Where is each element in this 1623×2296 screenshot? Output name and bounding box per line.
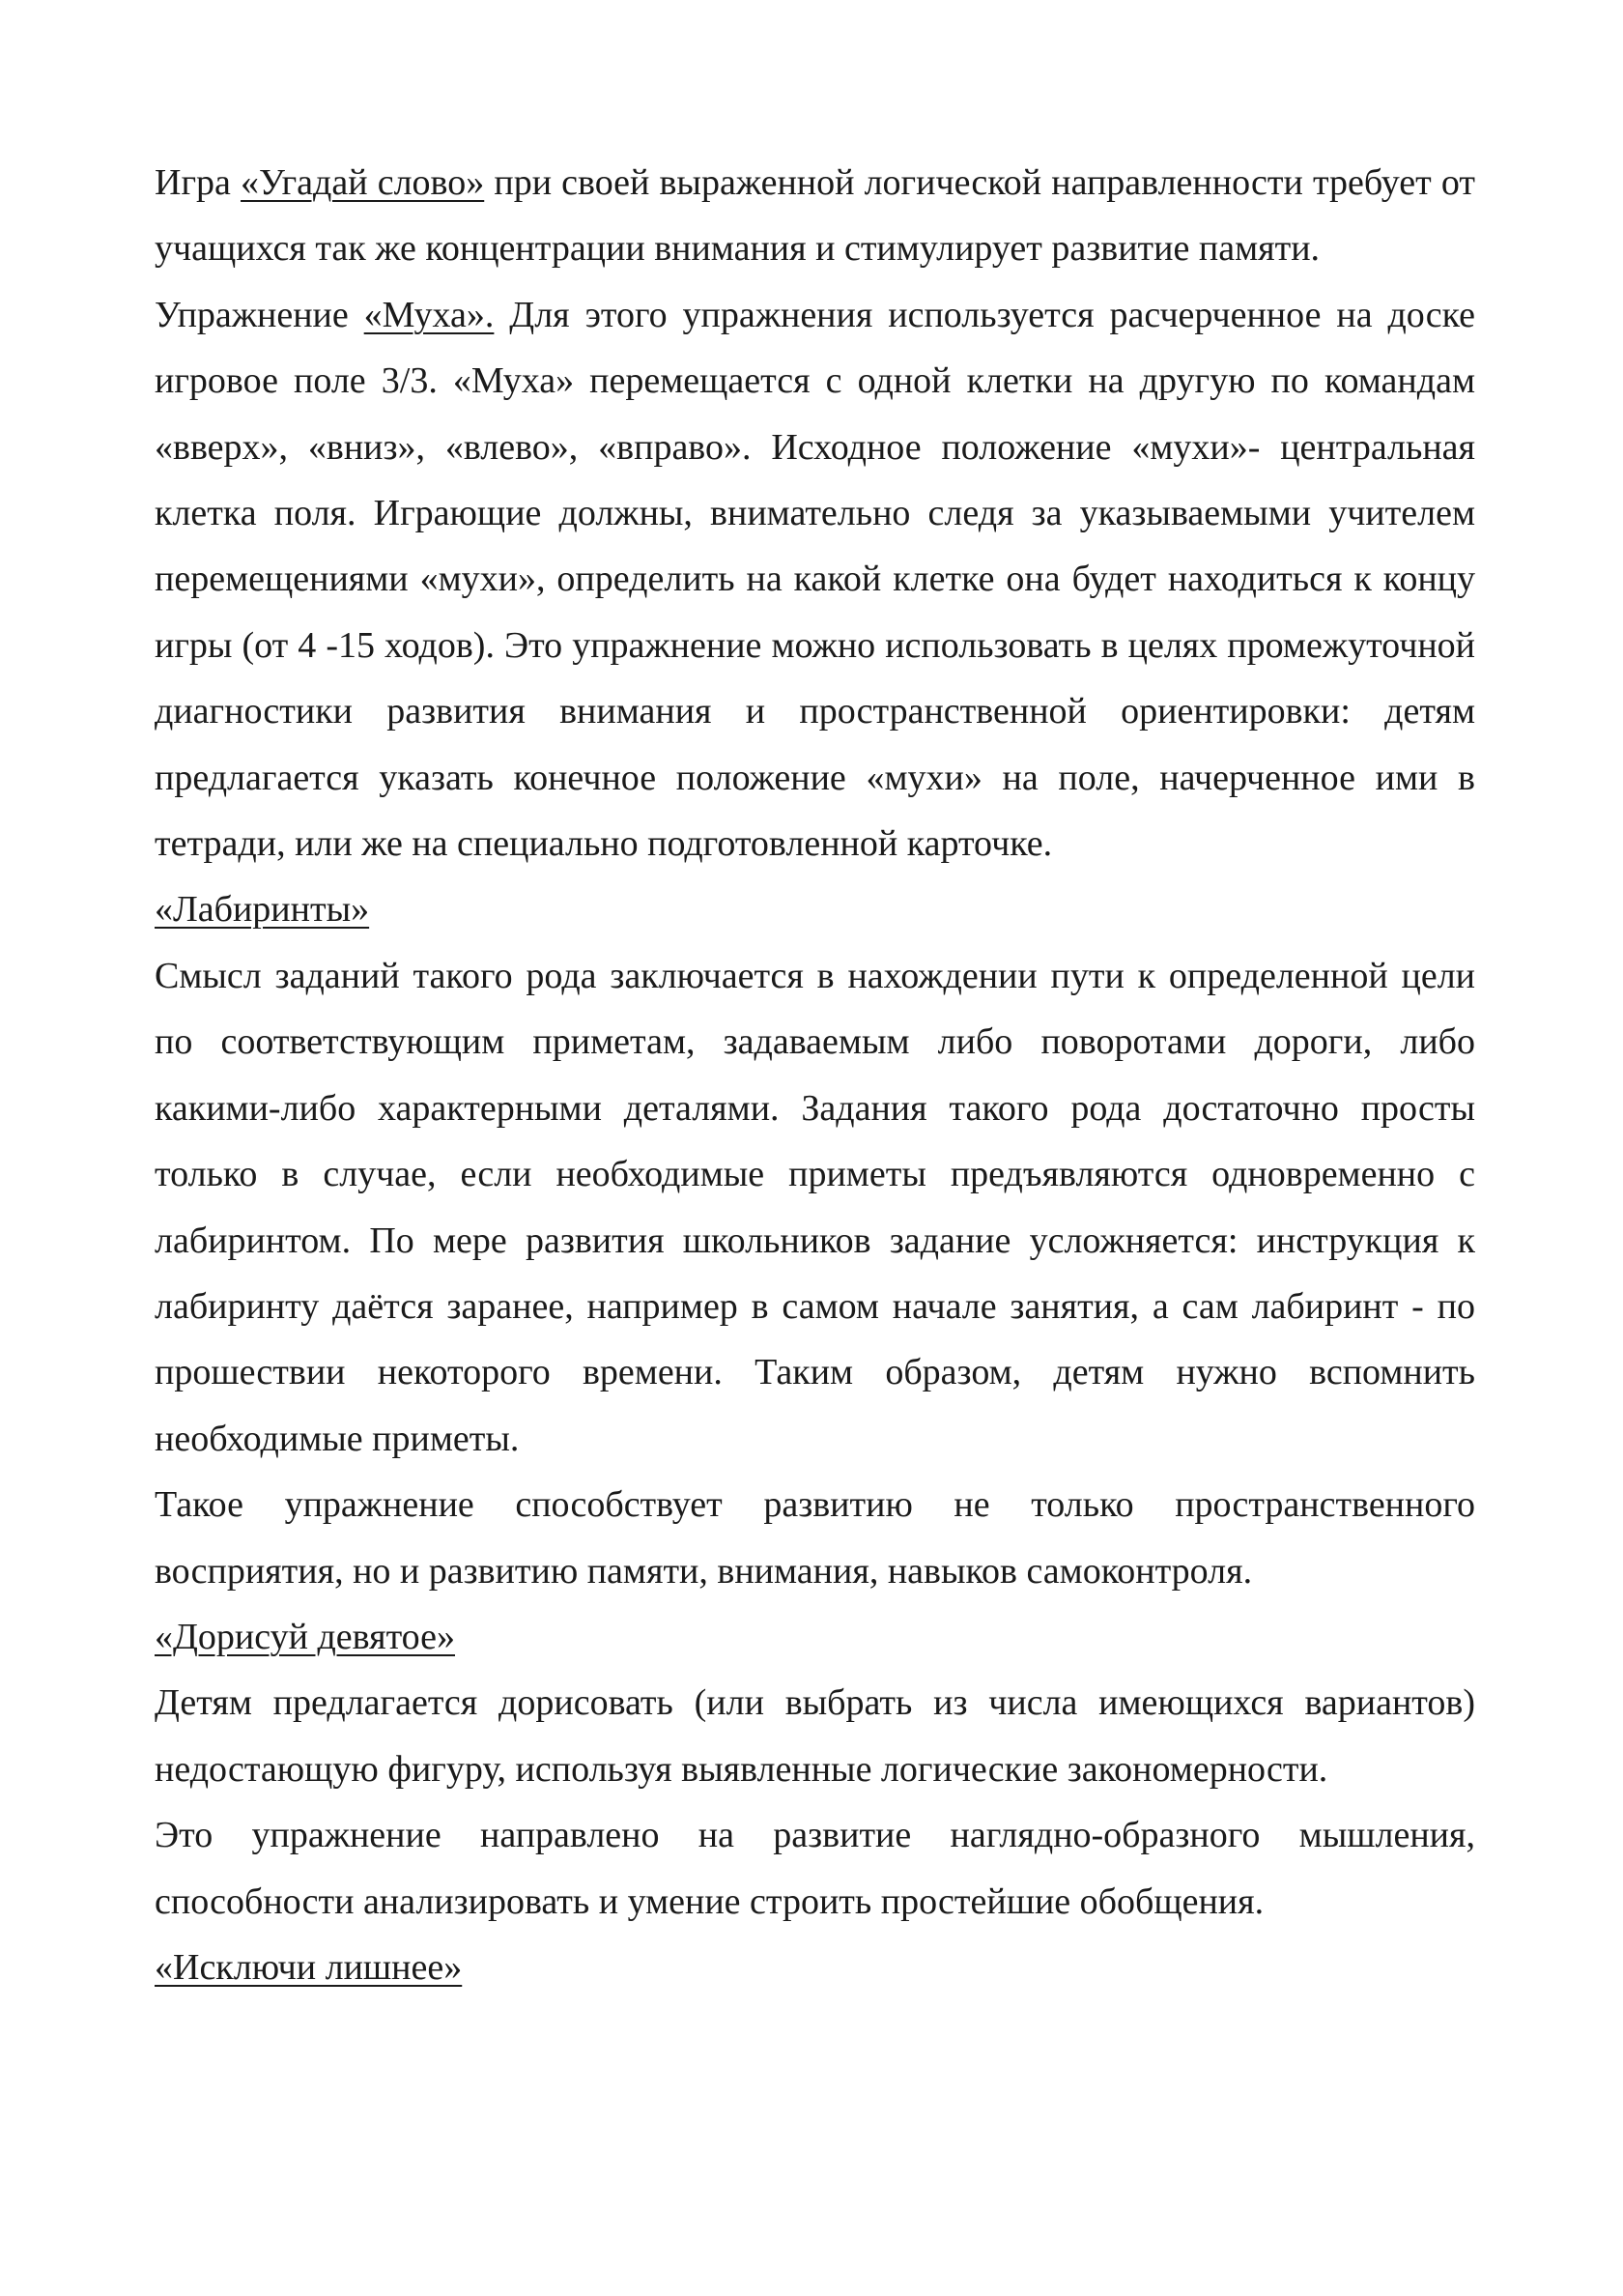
paragraph-text: при своей выраженной логической направленности требует от учащихся так же концентрации внимания и стимулирует развитие памяти.	[155, 162, 1475, 270]
paragraph-lead: Упражнение	[155, 294, 364, 335]
exercise-title-fly: «Муха».	[363, 294, 495, 335]
heading-draw-ninth: «Дорисуй девятое»	[155, 1616, 456, 1657]
paragraph-lead: Игра	[155, 162, 242, 203]
paragraph-guess-word	[155, 150, 1475, 282]
paragraph-fly	[155, 282, 1475, 877]
heading-exclude-extra: «Исключи лишнее»	[155, 1946, 463, 1988]
paragraph-text: Для этого упражнения используется расчерченное на доске игровое поле 3/3. «Муха» перемещается с одной клетки на другую по командам «вверх», «вниз», «влево», «вправо». Исходное положение «мухи»- центральная клетка поля. Играющие должны, внимательно следя за указываемыми учителем перемещениями «мухи», определить на какой клетке она будет находиться к концу игры (от 4 -15 ходов). Это упражнение можно использовать в целях промежуточной диагностики развития внимания и пространственной ориентировки: детям предлагается указать конечное положение «мухи» на поле, начерченное ими в тетради, или же на специально подготовленной карточке.	[155, 294, 1475, 865]
document-page	[155, 150, 1475, 2000]
paragraph-draw-ninth-benefit: Это упражнение направлено на развитие наглядно-образного мышления, способности анализировать и умение строить простейшие обобщения.	[155, 1815, 1475, 1922]
paragraph-draw-ninth-description: Детям предлагается дорисовать (или выбрать из числа имеющихся вариантов) недостающую фигуру, используя выявленные логические закономерности.	[155, 1682, 1475, 1790]
heading-labyrinths: «Лабиринты»	[155, 889, 370, 931]
game-title-guess-word: «Угадай слово»	[241, 162, 485, 203]
paragraph-labyrinths-description: Смысл заданий такого рода заключается в нахождении пути к определенной цели по соответствующим приметам, задаваемым либо поворотами дороги, либо какими-либо характерными деталями. Задания такого рода достаточно просты только в случае, если необходимые приметы предъявляются одновременно с лабиринтом. По мере развития школьников задание усложняется: инструкция к лабиринту даётся заранее, например в самом начале занятия, а сам лабиринт - по прошествии некоторого времени. Таким образом, детям нужно вспомнить необходимые приметы.	[155, 955, 1475, 1459]
paragraph-labyrinths-benefit: Такое упражнение способствует развитию не только пространственного восприятия, но и развитию памяти, внимания, навыков самоконтроля.	[155, 1484, 1475, 1592]
